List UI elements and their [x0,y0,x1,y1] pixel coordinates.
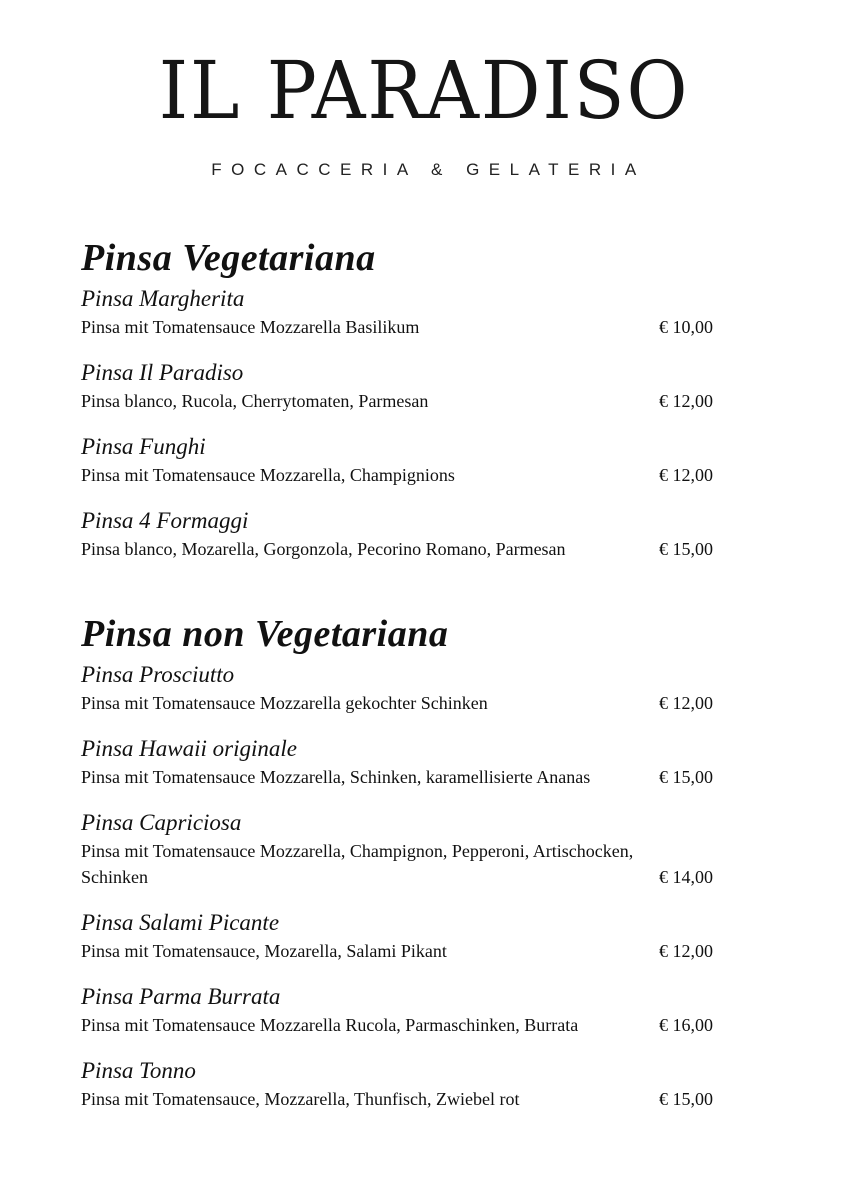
item-name: Pinsa Parma Burrata [81,984,281,1009]
item-name: Pinsa Hawaii originale [81,736,297,761]
item-name: Pinsa 4 Formaggi [81,508,249,533]
restaurant-subtitle: FOCACCERIA & GELATERIA [211,160,646,179]
item-name: Pinsa Margherita [81,286,245,311]
item-name: Pinsa Funghi [81,434,206,459]
menu-item [81,506,721,562]
item-description: Pinsa mit Tomatensauce Mozzarella, Champignions [81,465,455,485]
section-vegetarian [81,236,721,562]
item-name: Pinsa Il Paradiso [81,360,244,385]
item-name: Pinsa Salami Picante [81,910,280,935]
item-price: € 12,00 [659,693,713,713]
section-non-vegetarian [81,612,721,1112]
item-description: Pinsa mit Tomatensauce, Mozzarella, Thunfisch, Zwiebel rot [81,1089,520,1109]
section-title: Pinsa Vegetariana [81,237,376,279]
item-description: Pinsa mit Tomatensauce Mozzarella Rucola, Parmaschinken, Burrata [81,1015,579,1035]
menu-item [81,432,721,488]
item-name: Pinsa Capriciosa [81,810,242,835]
item-description: Pinsa mit Tomatensauce, Mozarella, Salami Pikant [81,941,447,961]
item-row [81,536,721,562]
section-title: Pinsa non Vegetariana [81,613,449,655]
menu-item [81,908,721,964]
item-price: € 12,00 [659,941,713,961]
item-price: € 16,00 [659,1015,713,1035]
restaurant-title: IL PARADISO [158,44,690,137]
item-row [81,1086,721,1112]
menu-item [81,734,721,790]
item-row [81,1012,721,1038]
item-price: € 15,00 [659,1089,713,1109]
item-row [81,764,721,790]
item-row [81,838,721,890]
menu-item [81,660,721,716]
item-description: Pinsa mit Tomatensauce Mozzarella, Schinken, karamellisierte Ananas [81,767,591,787]
item-description: Pinsa blanco, Rucola, Cherrytomaten, Parmesan [81,391,429,411]
item-row [81,462,721,488]
item-price: € 14,00 [659,867,713,887]
menu-item [81,1056,721,1112]
item-description: Pinsa blanco, Mozarella, Gorgonzola, Pecorino Romano, Parmesan [81,539,566,559]
menu-item [81,808,721,890]
menu-item [81,358,721,414]
item-price: € 10,00 [659,317,713,337]
item-name: Pinsa Prosciutto [81,662,235,687]
item-description: Pinsa mit Tomatensauce Mozzarella gekochter Schinken [81,693,488,713]
item-description: Pinsa mit Tomatensauce Mozzarella, Champignon, Pepperoni, Artischocken, Schinken [81,841,634,887]
item-row [81,690,721,716]
item-price: € 12,00 [659,391,713,411]
item-description: Pinsa mit Tomatensauce Mozzarella Basilikum [81,317,420,337]
menu-item [81,284,721,340]
menu-item [81,982,721,1038]
item-price: € 15,00 [659,539,713,559]
item-row [81,388,721,414]
item-row [81,938,721,964]
item-row [81,314,721,340]
item-price: € 15,00 [659,767,713,787]
item-price: € 12,00 [659,465,713,485]
item-name: Pinsa Tonno [81,1058,196,1083]
